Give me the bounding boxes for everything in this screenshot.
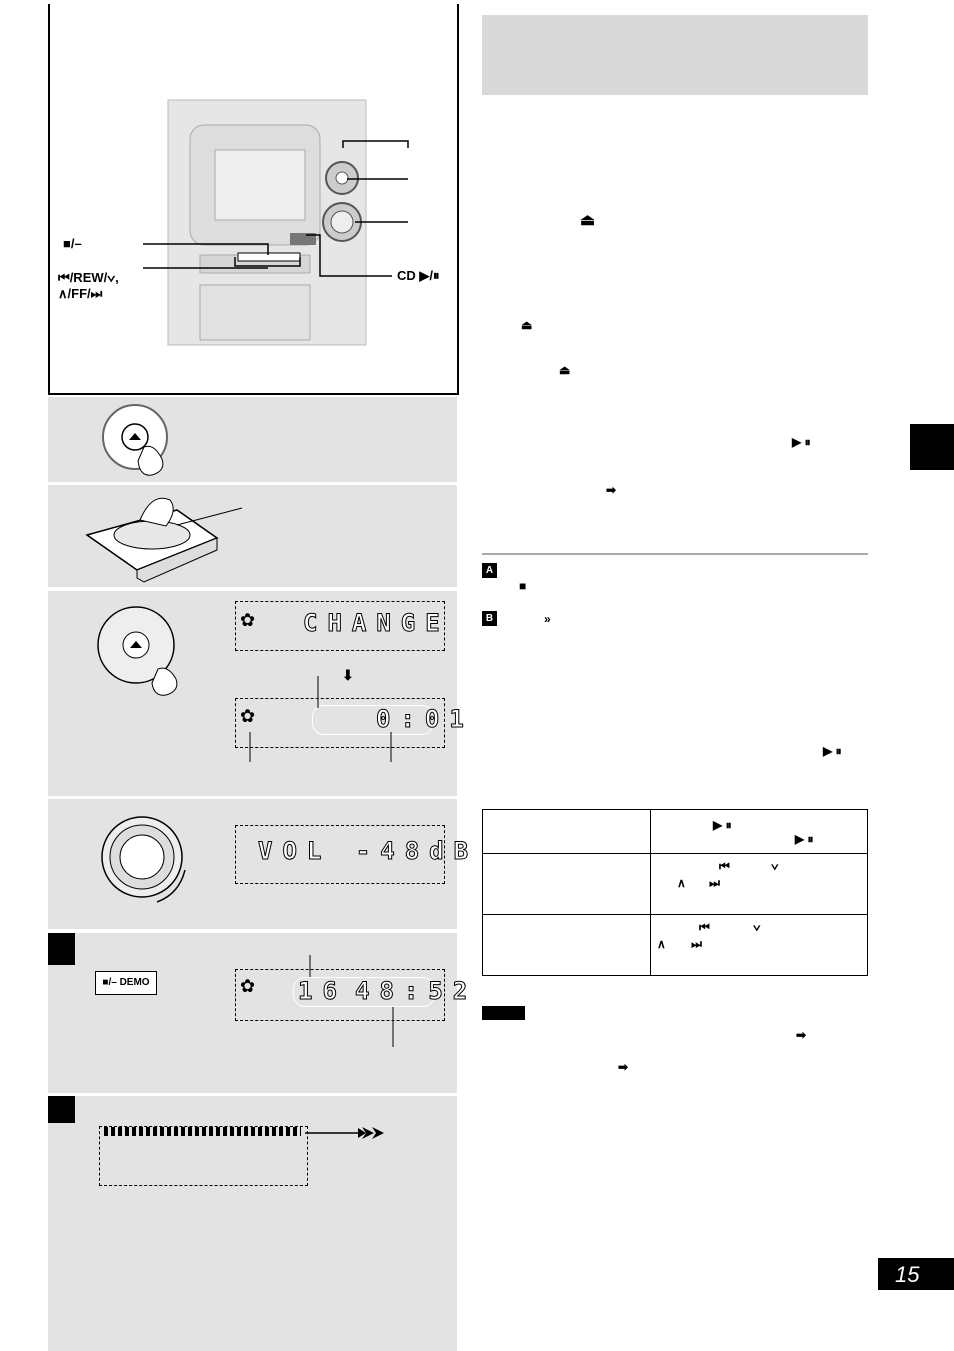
display-total-time-text: 48:52 (355, 977, 478, 1005)
stop-demo-label: ■/– (63, 236, 82, 251)
eject-icon-3: ⏏ (559, 363, 571, 377)
volume-knob-illustration (97, 815, 197, 905)
skip-forward-icon: ⏭ (709, 876, 720, 890)
play-pause-icon-table-1: ▶ ⏸ (713, 818, 732, 832)
marker-black-a (48, 933, 75, 965)
up-caret-icon: ∧ (677, 876, 686, 890)
calendar-segment-row (104, 1127, 301, 1136)
display-track-time-text: 0:01 (376, 705, 474, 733)
marker-a: A (482, 563, 497, 578)
operations-table (482, 809, 868, 976)
page-number: 15 (895, 1262, 920, 1287)
down-caret-icon-2: ∨ (753, 920, 761, 934)
skip-back-icon-2: ⏮ (699, 920, 710, 934)
play-pause-icon-2: ▶ ⏸ (823, 744, 842, 758)
disc-buttons-illustration (96, 605, 201, 700)
skip-forward-icon-2: ⏭ (691, 937, 702, 951)
play-pause-icon-1: ▶ ⏸ (792, 435, 811, 449)
music-calendar-icon: » (544, 612, 551, 626)
arrow-icon-1: ➡ (606, 483, 617, 497)
table-cell-skip (651, 854, 868, 915)
up-caret-icon-2: ∧ (657, 937, 666, 951)
display-change-text: CHANGE (303, 609, 450, 637)
eject-icon-2: ⏏ (521, 318, 533, 332)
skip-back-icon: ⏮ (719, 859, 730, 873)
down-arrow-icon: ⬇ (342, 667, 354, 683)
calendar-callout (300, 1125, 390, 1145)
down-caret-icon: ∨ (771, 859, 779, 873)
note-label-box (482, 1006, 525, 1020)
marker-black-b (48, 1096, 75, 1123)
table-cell-skip-label (483, 854, 651, 915)
table-row (483, 915, 868, 976)
disc-indicator-icon-3: ✿ (240, 976, 256, 996)
table-cell-pause (651, 810, 868, 854)
callout-lines (0, 0, 460, 400)
arrow-icon-3: ➡ (618, 1060, 629, 1074)
cd-play-pause-label: CD ▶/⏸ (397, 268, 440, 283)
display-tracks-text: 16 (298, 977, 347, 1005)
arrow-icon-2: ➡ (796, 1028, 807, 1042)
disc-tray-illustration (82, 490, 252, 585)
eject-button-illustration (92, 403, 182, 478)
heading-box (482, 15, 868, 95)
table-cell-search-label (483, 915, 651, 976)
stop-demo-button: ■/– DEMO (95, 971, 157, 995)
table-row (483, 810, 868, 854)
divider-line (482, 553, 868, 555)
skip-search-label-1: ⏮/REW/∨, (58, 270, 119, 285)
side-tab (910, 424, 954, 470)
disc-indicator-icon-2: ✿ (240, 706, 256, 726)
marker-b: B (482, 611, 497, 626)
display-callouts-step3 (240, 676, 440, 764)
table-cell-pause-label (483, 810, 651, 854)
stop-icon: ■ (519, 579, 527, 593)
table-cell-search (651, 915, 868, 976)
display-callouts-section-a (300, 955, 400, 1050)
play-pause-icon-table-2: ▶ ⏸ (794, 832, 814, 846)
disc-indicator-icon: ✿ (240, 610, 256, 630)
skip-search-label-2: ∧/FF/⏭ (58, 286, 103, 301)
eject-icon-1: ⏏ (580, 212, 596, 229)
table-row (483, 854, 868, 915)
display-volume-text: VOL -48dB (258, 837, 479, 865)
